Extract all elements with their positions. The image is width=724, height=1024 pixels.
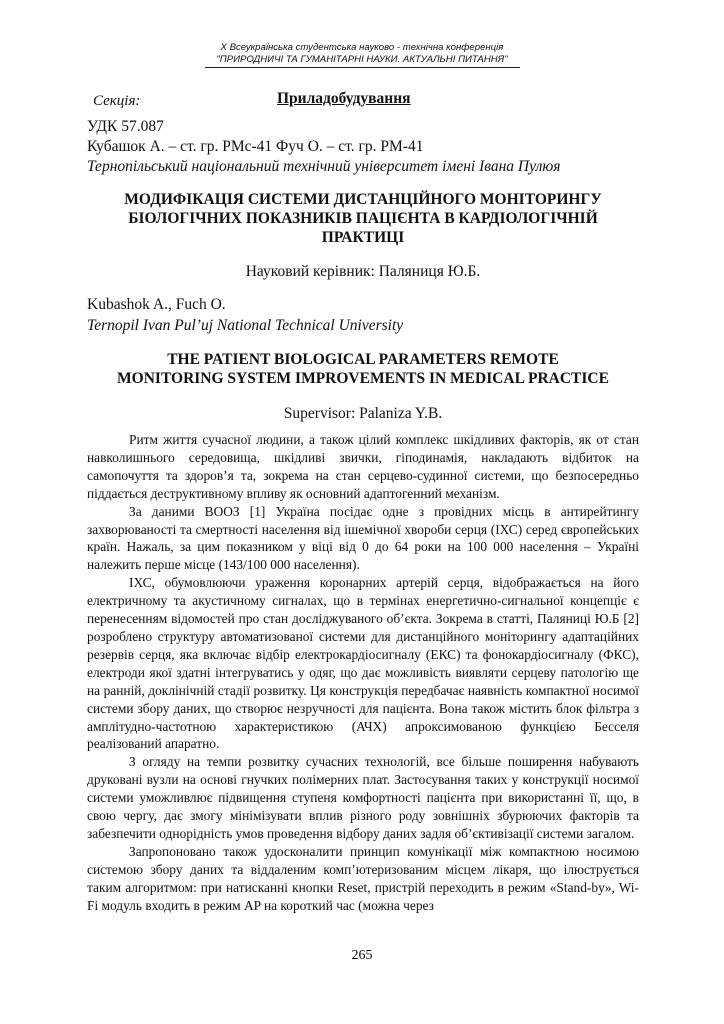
affiliation-ua: Тернопільський національний технічний університет імені Івана Пулюя: [87, 158, 561, 175]
authors-ua: Кубашок А. – ст. гр. РМс-41 Фуч О. – ст. гр. РМ-41: [87, 138, 424, 155]
conference-title: X Всеукраїнська студентська науково - технічна конференція: [220, 42, 504, 53]
paragraph: З огляду на темпи розвитку сучасних технологій, все більше поширення набувають друковані вузли на основі гнучких полімерних плат. Застосування таких у конструкції носимої системи уможливлює підвищення ступеня комфортності пацієнта при використанні її, що, в свою чергу, дає змогу мінімізувати вплив різного роду зовнішніх збурюючих факторів та забезпечити однорідність умов проведення відбору даних задля об’єктивізації системи загалом.: [87, 754, 639, 841]
supervisor-ua: Науковий керівник: Паляниця Ю.Б.: [245, 263, 481, 280]
title-ua-line: МОДИФІКАЦІЯ СИСТЕМИ ДИСТАНЦІЙНОГО МОНІТОРИНГУ: [124, 191, 602, 208]
paragraph: Запропоновано також удосконалити принцип комунікації між компактною носимою системою збору даних та віддаленим комп’ютеризованим місцем лікаря, що ілюструється таким алгоритмом: при натисканні кнопки Reset, пристрій переходить в режим «Stand-by», Wi-Fi модуль входить в режим AP на короткий час (можна через: [87, 843, 639, 913]
paragraph: ІХС, обумовлюючи ураження коронарних артерій серця, відображається на його електричному та акустичному сигналах, що в термінах енергетично-сигнальної концепціє є перенесенням відомостей про стан досліджуваного об’єкта. Зокрема в статті, Паляниці Ю.Б [2] розроблено структуру автоматизованої системи для дистанційного моніторингу адаптаційних резервів серця, яка включає відбір електрокардіосигналу (ЕКС) та фонокардіосигналу (ФКС), електроди якої здатні інтегруватись у одяг, що дає можливість виявляти серцеву патологію ще на ранній, доклінічній стадії розвитку. Ця конструкція передбачає наявність компактної носимої системи збору даних, що створює незручності для пацієнта. Вона також містить блок фільтра з амплітудно-частотною характеристикою (АЧХ) апроксимованою функцією Бесселя реалізований апаратно.: [87, 575, 639, 752]
affiliation-en: Ternopil Ivan Pul’uj National Technical University: [87, 317, 404, 334]
udc-code: УДК 57.087: [87, 118, 164, 135]
section-label: Секція:: [93, 93, 141, 109]
body-text: [87, 431, 639, 914]
paragraph: За даними ВООЗ [1] Україна посідає одне з провідних місць в антирейтингу захворюваності та смертності населення від ішемічної хвороби серця (ІХС) серед європейських країн. Нажаль, за цим показником у віці від 0 до 64 роки на 100 000 населення – Україні належить перше місце (143/100 000 населення).: [87, 503, 639, 573]
paper-title-ua: [87, 190, 639, 247]
authors-en: Kubashok A., Fuch O.: [87, 296, 226, 313]
header-rule: [205, 67, 520, 68]
supervisor-en: Supervisor: Palaniza Y.B.: [283, 405, 443, 422]
title-en-line: THE PATIENT BIOLOGICAL PARAMETERS REMOTE: [167, 351, 559, 368]
section-name: Приладобудування: [277, 90, 411, 107]
title-ua-line: ПРАКТИЦІ: [321, 229, 405, 246]
title-en-line: MONITORING SYSTEM IMPROVEMENTS IN MEDICAL PRACTICE: [117, 370, 609, 387]
title-ua-line: БІОЛОГІЧНИХ ПОКАЗНИКІВ ПАЦІЄНТА В КАРДІОЛОГІЧНІЙ: [128, 210, 598, 227]
paper-title-en: [87, 350, 639, 388]
page-number: 265: [351, 948, 373, 963]
paragraph: Ритм життя сучасної людини, а також цілий комплекс шкідливих факторів, як от стан навколишнього середовища, шкідливі звички, гіподинамія, накладають відбиток на самопочуття та здоров’я та, зокрема на стан серцево-судинної системи, що безпосередньо піддається деструктивному впливу як основний адаптогенний механізм.: [87, 432, 639, 501]
conference-subtitle: "ПРИРОДНИЧІ ТА ГУМАНІТАРНІ НАУКИ. АКТУАЛЬНІ ПИТАННЯ": [216, 54, 508, 65]
